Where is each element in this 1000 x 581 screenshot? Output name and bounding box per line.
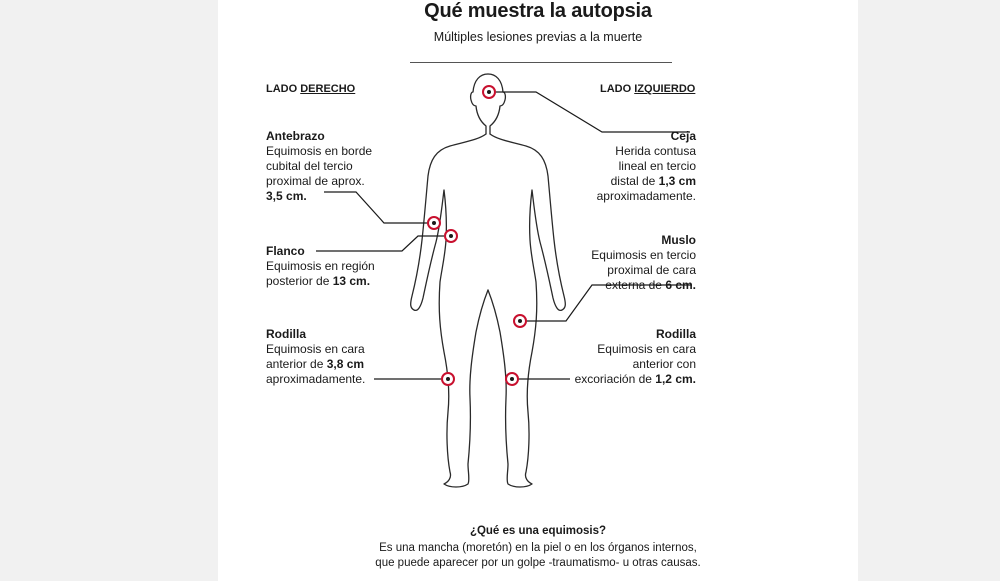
note-rodilla-der-value: 3,8 cm: [326, 357, 365, 371]
note-antebrazo: Antebrazo Equimosis en borde cubital del tercio proximal de aprox. 3,5 cm.: [266, 129, 373, 203]
definition-question: ¿Qué es una equimosis?: [469, 525, 607, 537]
definition-answer: Es una mancha (moretón) en la piel o en los órganos internos, que puede aparecer por un golpe -traumatismo- u otras causas.: [375, 542, 701, 569]
marker-antebrazo: [428, 217, 440, 229]
note-antebrazo-title: Antebrazo: [266, 129, 325, 143]
infographic-title: Qué muestra la autopsia: [424, 0, 652, 22]
note-ceja-value: 1,3 cm: [658, 174, 696, 188]
left-gutter: [0, 0, 218, 581]
note-ceja-title: Ceja: [670, 129, 696, 143]
side-word-right: DERECHO: [300, 83, 356, 95]
note-rodilla-izq: Rodilla Equimosis en cara anterior con excoriación de 1,2 cm.: [496, 327, 696, 387]
note-rodilla-izq-value: 1,2 cm.: [655, 372, 696, 386]
marker-rodilla-der: [442, 373, 454, 385]
note-muslo: Muslo Equimosis en tercio proximal de cara externa de 6 cm.: [496, 233, 696, 293]
infographic-subtitle: Múltiples lesiones previas a la muerte: [433, 30, 643, 44]
leader-ceja: [496, 92, 690, 132]
note-rodilla-der-title: Rodilla: [266, 327, 307, 341]
marker-flanco: [445, 230, 457, 242]
side-word-left: IZQUIERDO: [634, 83, 696, 95]
note-muslo-title: Muslo: [661, 233, 696, 247]
side-label-left: LADO IZQUIERDO: [600, 83, 696, 95]
note-flanco-value: 13 cm.: [332, 274, 371, 288]
note-rodilla-der: Rodilla Equimosis en cara anterior de 3,8 cm aproximadamente.: [266, 327, 366, 386]
infographic-panel: [218, 0, 858, 581]
note-rodilla-izq-title: Rodilla: [655, 327, 696, 341]
note-antebrazo-value: 3,5 cm.: [266, 189, 307, 203]
note-ceja: Ceja Herida contusa lineal en tercio distal de 1,3 cm aproximadamente.: [496, 129, 696, 204]
side-label-right: LADO DERECHO: [266, 83, 356, 95]
note-muslo-value: 6 cm.: [665, 278, 696, 292]
note-flanco: Flanco Equimosis en región posterior de 13 cm.: [266, 244, 375, 288]
marker-ceja: [483, 86, 495, 98]
right-gutter: [858, 0, 1000, 581]
marker-muslo: [514, 315, 526, 327]
note-flanco-title: Flanco: [266, 244, 305, 258]
